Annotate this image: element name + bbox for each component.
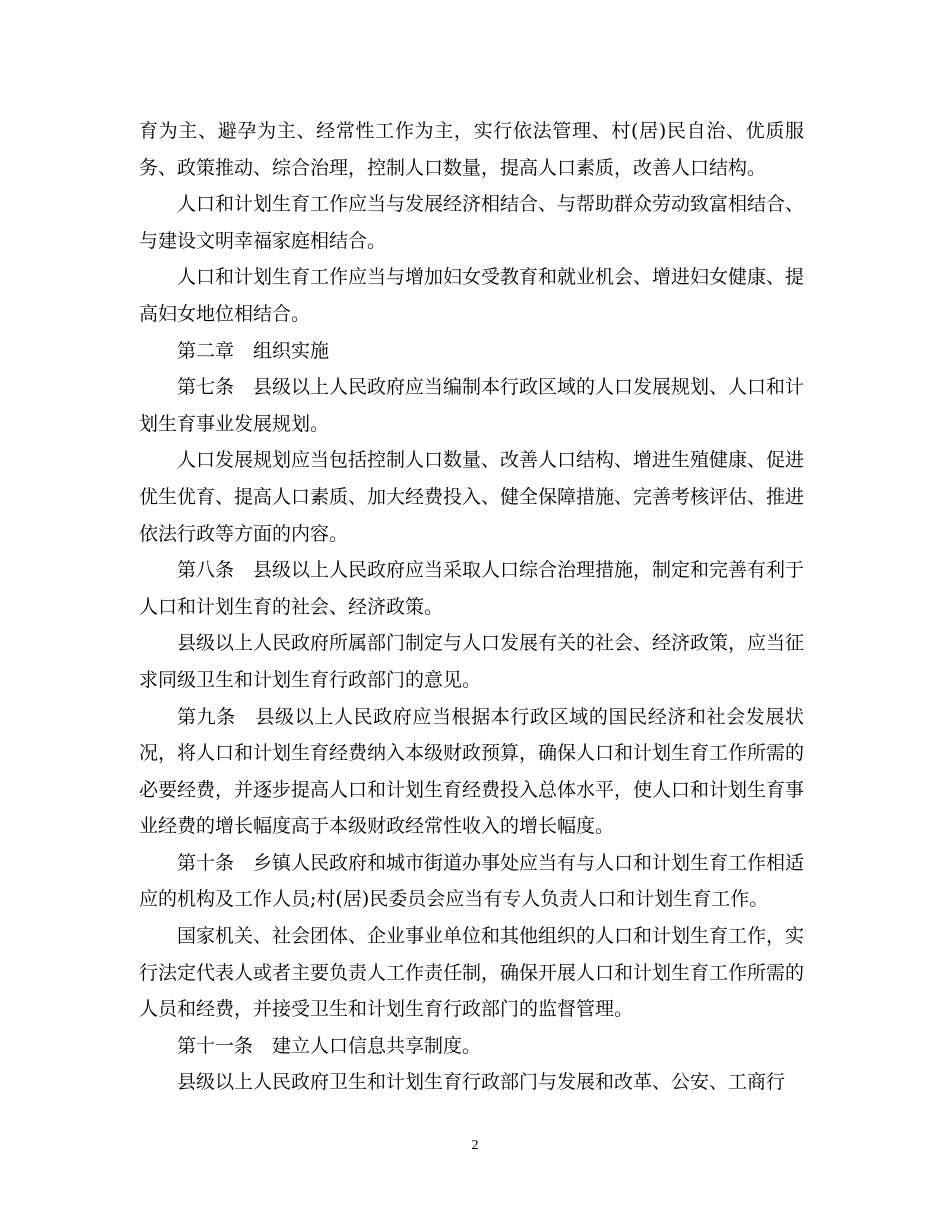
article-11: 第十一条 建立人口信息共享制度。	[177, 1034, 482, 1057]
paragraph-department-policy: 县级以上人民政府所属部门制定与人口发展有关的社会、经济政策，应当征求同级卫生和计划生育行政部门的意见。	[139, 632, 805, 691]
paragraph-2: 人口和计划生育工作应当与发展经济相结合、与帮助群众劳动致富相结合、与建设文明幸福家庭相结合。	[139, 193, 805, 252]
article-9: 第九条 县级以上人民政府应当根据本行政区域的国民经济和社会发展状况，将人口和计划生育经费纳入本级财政预算，确保人口和计划生育工作所需的必要经费，并逐步提高人口和计划生育经费投入总体水平，使人口和计划生育事业经费的增长幅度高于本级财政经常性收入的增长幅度。	[139, 705, 805, 838]
paragraph-population-plan: 人口发展规划应当包括控制人口数量、改善人口结构、增进生殖健康、促进优生优育、提高人口素质、加大经费投入、健全保障措施、完善考核评估、推进依法行政等方面的内容。	[139, 449, 805, 545]
paragraph-1: 育为主、避孕为主、经常性工作为主，实行依法管理、村(居)民自治、优质服务、政策推动、综合治理，控制人口数量，提高人口素质，改善人口结构。	[139, 120, 804, 179]
article-7: 第七条 县级以上人民政府应当编制本行政区域的人口发展规划、人口和计划生育事业发展规划。	[139, 376, 805, 435]
article-10: 第十条 乡镇人民政府和城市街道办事处应当有与人口和计划生育工作相适应的机构及工作人员;村(居)民委员会应当有专人负责人口和计划生育工作。	[139, 851, 805, 911]
paragraph-3: 人口和计划生育工作应当与增加妇女受教育和就业机会、增进妇女健康、提高妇女地位相结合。	[139, 266, 805, 325]
chapter-heading: 第二章 组织实施	[177, 339, 330, 362]
page-number: 2	[471, 1138, 479, 1153]
article-8: 第八条 县级以上人民政府应当采取人口综合治理措施，制定和完善有利于人口和计划生育的社会、经济政策。	[139, 559, 805, 618]
document-body	[139, 113, 804, 1101]
paragraph-organizations: 国家机关、社会团体、企业事业单位和其他组织的人口和计划生育工作，实行法定代表人或者主要负责人工作责任制，确保开展人口和计划生育工作所需的人员和经费，并接受卫生和计划生育行政部门的监督管理。	[139, 925, 805, 1021]
paragraph-info-sharing: 县级以上人民政府卫生和计划生育行政部门与发展和改革、公安、工商行	[177, 1071, 786, 1094]
